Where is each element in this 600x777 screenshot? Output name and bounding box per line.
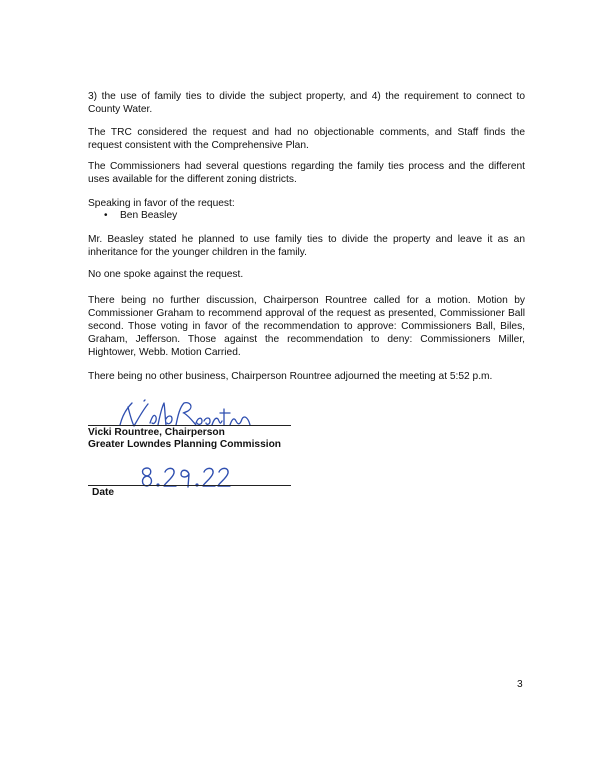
date-line: [88, 485, 291, 486]
paragraph-speaking-favor: Speaking in favor of the request:: [88, 198, 235, 209]
speakers-in-favor-list: [104, 209, 177, 222]
paragraph-adjourned: There being no other business, Chairperson Rountree adjourned the meeting at 5:52 p.m.: [88, 371, 493, 382]
signer-name: Vicki Rountree, Chairperson: [88, 427, 225, 438]
list-item: • Ben Beasley: [104, 209, 177, 222]
paragraph-trc: The TRC considered the request and had no objectionable comments, and Staff finds the request consistent with the Comprehensive Plan.: [88, 127, 525, 151]
paragraph-conditions: 3) the use of family ties to divide the subject property, and 4) the requirement to connect to County Water.: [88, 91, 525, 115]
paragraph-no-opposition: No one spoke against the request.: [88, 269, 244, 280]
signature-line: [88, 425, 291, 426]
paragraph-motion: There being no further discussion, Chairperson Rountree called for a motion. Motion by Commissioner Graham to recommend approval of the request as presented, Commissioner Ball second. Those voting in favor of the recommendation to approve: Commissioners Ball, Biles, Graham, Jefferson. Those against the recommendation to deny: Commissioners Miller, Hightower, Webb. Motion Carried.: [88, 295, 525, 358]
date-label: Date: [92, 487, 115, 498]
handwritten-date: [137, 463, 237, 491]
paragraph-questions: The Commissioners had several questions regarding the family ties process and the different uses available for the different zoning districts.: [88, 161, 525, 185]
paragraph-beasley-statement: Mr. Beasley stated he planned to use family ties to divide the property and leave it as an inheritance for the younger children in the family.: [88, 234, 525, 258]
signer-organization: Greater Lowndes Planning Commission: [88, 439, 282, 450]
page-number: 3: [517, 679, 523, 690]
